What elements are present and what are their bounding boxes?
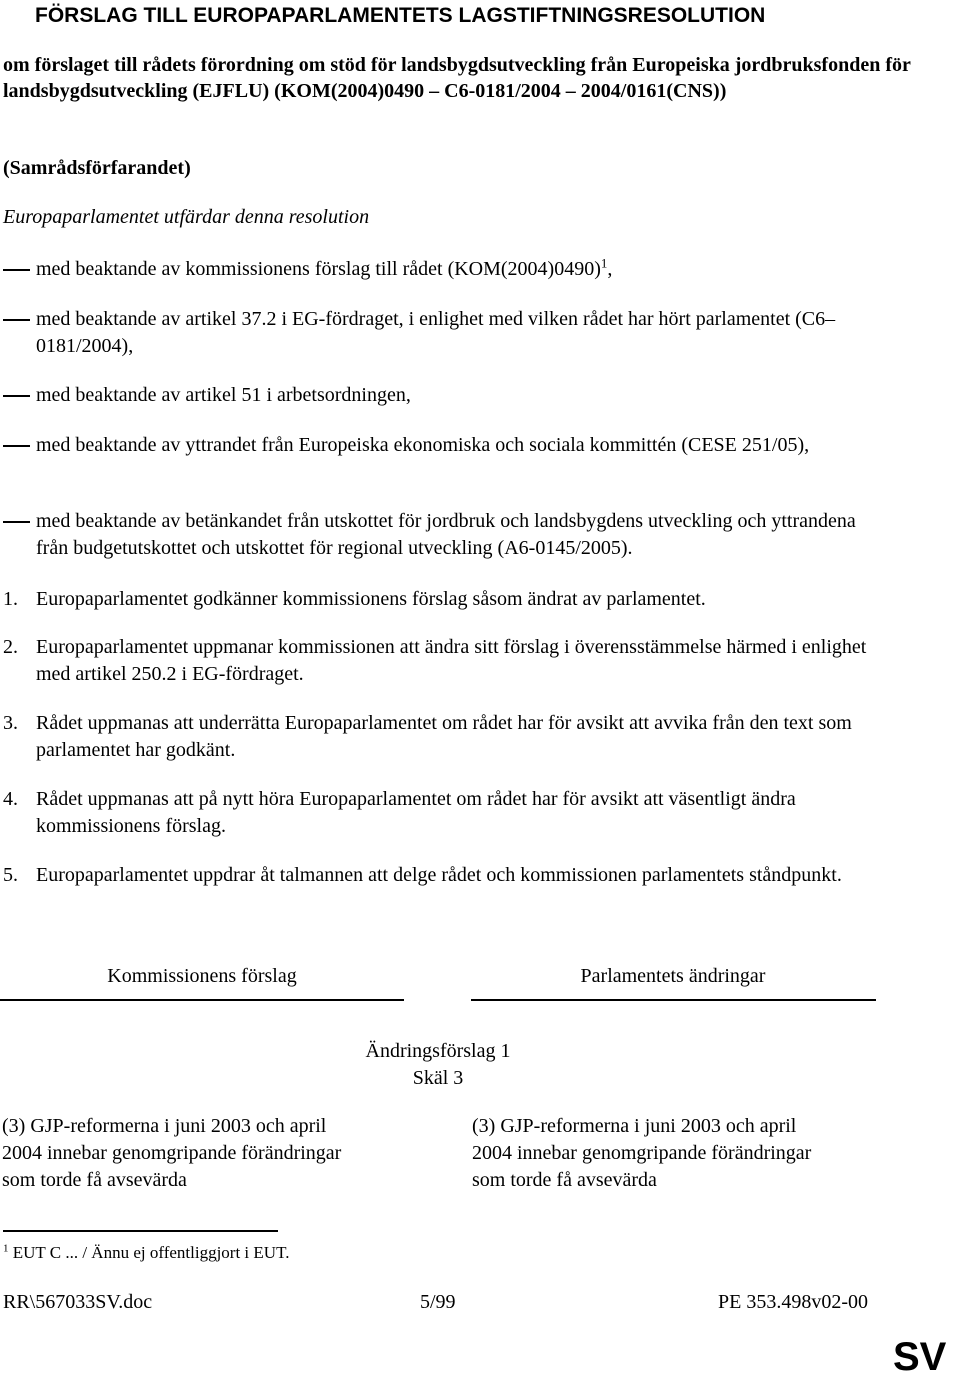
point-number: 4. [3,788,18,810]
footer-pe-ref: PE 353.498v02-00 [718,1291,868,1313]
footnote-number: 1 [3,1242,9,1255]
footnote-reference: 1 [600,255,608,271]
citation-text: med beaktande av artikel 51 i arbetsordningen, [36,384,411,406]
dash-bullet [3,445,30,447]
citation-item [3,382,883,409]
point-number: 5. [3,864,18,886]
resolution-point [3,862,883,889]
document-heading: FÖRSLAG TILL EUROPAPARLAMENTETS LAGSTIFTNINGSRESOLUTION [35,4,766,27]
citation-text: med beaktande av artikel 37.2 i EG-fördraget, i enlighet med vilken rådet har hört parlamentet (C6–0181/2004), [36,308,836,357]
point-number: 2. [3,636,18,658]
citation-item [3,256,883,283]
point-text: Europaparlamentet godkänner kommissionens förslag såsom ändrat av parlamentet. [36,588,706,610]
dash-bullet [3,521,30,523]
footnote [3,1241,289,1265]
resolution-intro: Europaparlamentet utfärdar denna resolution [3,206,370,228]
commission-text: (3) GJP-reformerna i juni 2003 och april 2004 innebar genomgripande förändringar som torde få avsevärda [2,1115,342,1191]
amendment-title: Ändringsförslag 1 [365,1040,511,1062]
citation-item [3,306,883,360]
parliament-text: (3) GJP-reformerna i juni 2003 och april 2004 innebar genomgripande förändringar som torde få avsevärda [472,1115,812,1191]
footnote-separator [3,1230,278,1232]
resolution-point [3,586,883,613]
footnote-text: EUT C ... / Ännu ej offentliggjort i EUT. [8,1243,290,1262]
column-divider-left [0,999,404,1001]
dash-bullet [3,395,30,397]
point-text: Rådet uppmanas att underrätta Europaparlamentet om rådet har för avsikt att avvika från den text som parlamentet har godkänt. [36,712,852,761]
resolution-point [3,634,883,688]
dash-bullet [3,269,30,271]
resolution-point [3,710,883,764]
column-header-parliament: Parlamentets ändringar [580,965,766,987]
dash-bullet [3,319,30,321]
citation-item [3,432,883,459]
column-divider-right [471,999,876,1001]
point-text: Europaparlamentet uppdrar åt talmannen att delge rådet och kommissionen parlamentets ståndpunkt. [36,864,842,886]
citation-text: med beaktande av kommissionens förslag till rådet (KOM(2004)0490) [36,258,601,280]
point-text: Rådet uppmanas att på nytt höra Europaparlamentet om rådet har för avsikt att väsentligt ändra kommissionens förslag. [36,788,796,837]
document-subject: om förslaget till rådets förordning om stöd för landsbygdsutveckling från Europeiska jordbruksfonden för landsbygdsutveckling (EJFLU) (KOM(2004)0490 – C6-0181/2004 – 2004/0161(CNS)) [3,54,911,102]
citation-text: med beaktande av betänkandet från utskottet för jordbruk och landsbygdens utveckling och yttrandena från budgetutskottet och utskottet för regional utveckling (A6-0145/2005). [36,510,856,559]
amendment-reference: Skäl 3 [412,1067,464,1089]
citation-suffix: , [607,258,613,280]
column-header-commission: Kommissionens förslag [107,965,297,987]
point-text: Europaparlamentet uppmanar kommissionen att ändra sitt förslag i överensstämmelse härmed i enlighet med artikel 250.2 i EG-fördraget. [36,636,867,685]
resolution-point [3,786,883,840]
point-number: 3. [3,712,18,734]
footer-doc-ref: RR\567033SV.doc [3,1291,153,1313]
footer-page-number: 5/99 [420,1291,456,1313]
citation-text: med beaktande av yttrandet från Europeiska ekonomiska och sociala kommittén (CESE 251/05), [36,434,810,456]
citation-item [3,508,883,562]
point-number: 1. [3,588,18,610]
procedure-label: (Samrådsförfarandet) [3,157,191,179]
language-code: SV [893,1335,947,1379]
